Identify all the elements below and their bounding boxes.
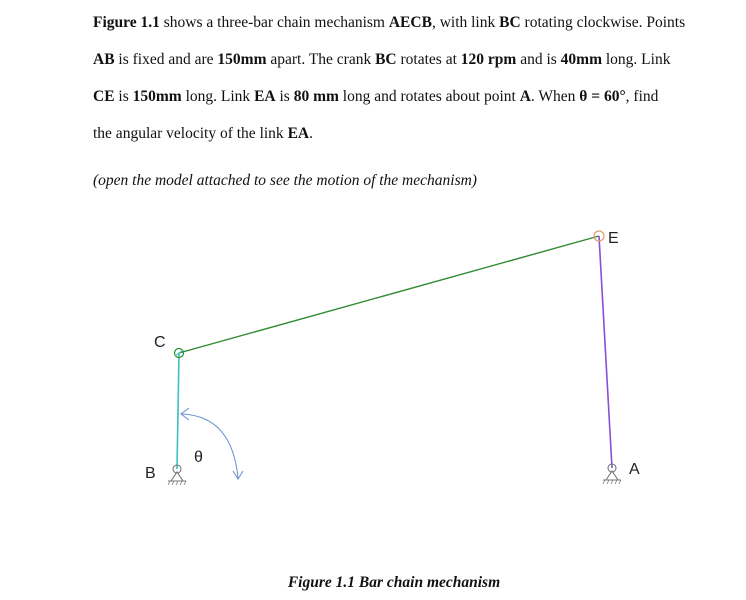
mechanism-name: AECB <box>388 14 432 31</box>
dimension-value: 150mm <box>132 88 182 105</box>
text-run: apart. The crank <box>266 51 376 68</box>
label-b: B <box>145 465 156 482</box>
label-e: E <box>608 230 619 247</box>
dimension-value: 150mm <box>217 51 267 68</box>
text-run: is <box>114 88 133 105</box>
dimension-value: 80 mm <box>293 88 339 105</box>
label-theta: θ <box>194 449 203 466</box>
model-note: (open the model attached to see the motion of the mechanism) <box>93 172 477 189</box>
text-run: shows a three-bar chain mechanism <box>159 14 389 31</box>
text-run: rotates at <box>396 51 461 68</box>
text-run: is <box>275 88 294 105</box>
text-run: , with link <box>431 14 500 31</box>
label-a: A <box>629 461 640 478</box>
text-run: , find <box>625 88 659 105</box>
link-name: CE <box>93 88 115 105</box>
text-run: . When <box>530 88 580 105</box>
link-name: AB <box>93 51 115 68</box>
text-run: the angular velocity of the link <box>93 125 288 142</box>
link-name: EA <box>254 88 276 105</box>
link-name: BC <box>499 14 521 31</box>
label-c: C <box>154 334 166 351</box>
link-name: EA <box>287 125 310 142</box>
dimension-value: 40mm <box>560 51 602 68</box>
text-run: rotating clockwise. Points <box>520 14 686 31</box>
point-name: A <box>519 88 531 105</box>
text-run: long and rotates about point <box>338 88 520 105</box>
link-bc[interactable] <box>177 353 179 469</box>
text-run: is fixed and are <box>114 51 218 68</box>
link-ce[interactable] <box>179 236 599 353</box>
rotation-arrow <box>182 414 238 478</box>
figure-ref: Figure 1.1 <box>93 14 160 31</box>
text-run: . <box>309 125 313 142</box>
text-run: long. Link <box>181 88 255 105</box>
figure-caption: Figure 1.1 Bar chain mechanism <box>287 574 501 591</box>
text-run: long. Link <box>602 51 671 68</box>
link-ea[interactable] <box>599 236 612 468</box>
link-name: BC <box>375 51 397 68</box>
text-run: and is <box>516 51 561 68</box>
angle-value: θ = 60° <box>579 88 626 105</box>
speed-value: 120 rpm <box>460 51 517 68</box>
